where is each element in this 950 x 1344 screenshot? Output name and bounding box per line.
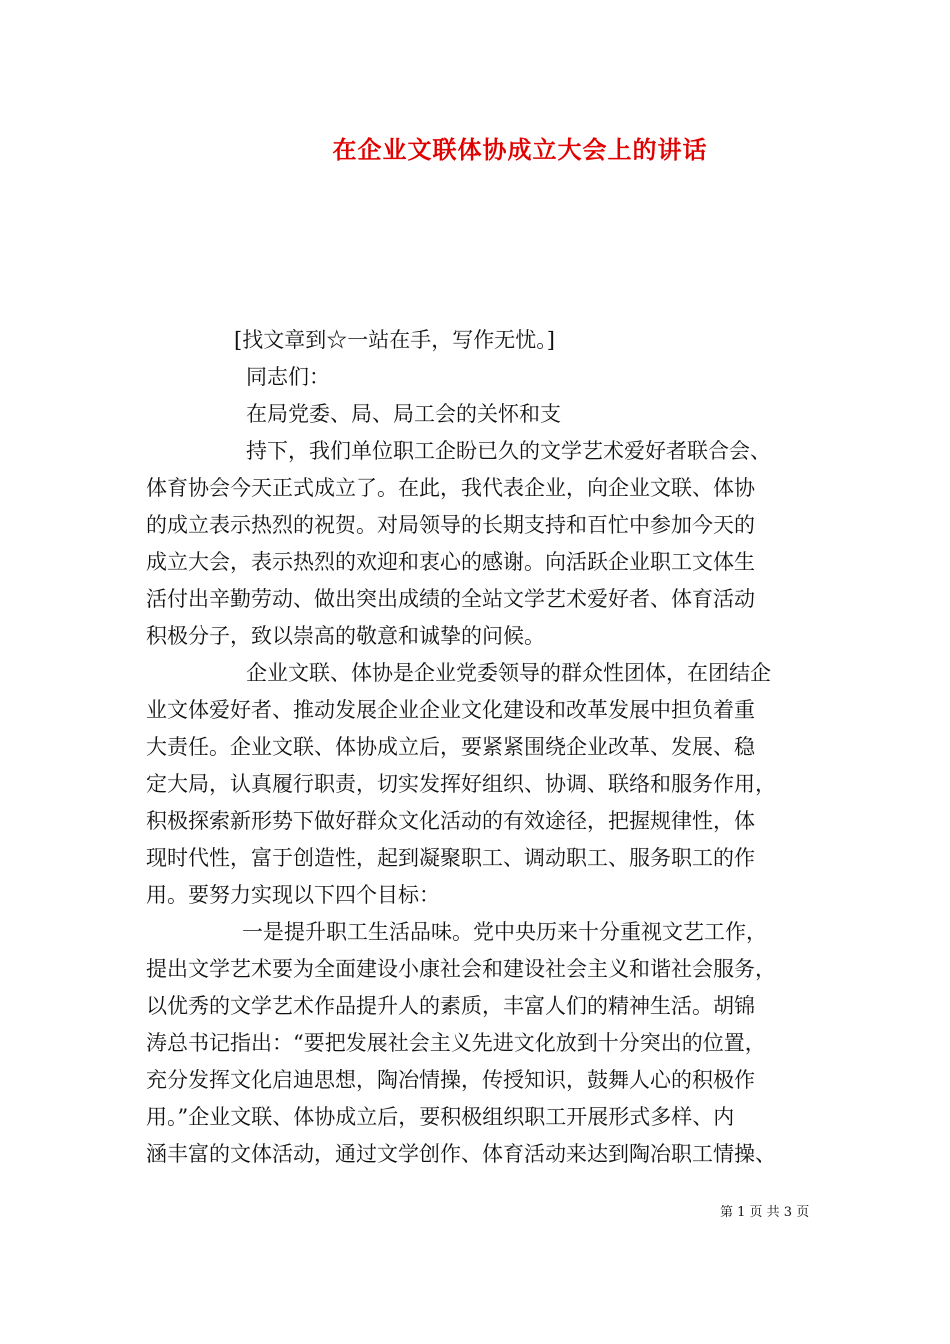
text-line: 用。要努力实现以下四个目标： [146, 883, 440, 907]
text-line: 业文体爱好者、推动发展企业企业文化建设和改革发展中担负着重 [146, 698, 755, 722]
text-line: 积极分子，致以崇高的敬意和诚挚的问候。 [146, 624, 545, 648]
text-line: 一是提升职工生活品味。党中央历来十分重视文艺工作， [242, 920, 767, 944]
page-number: 第 1 页 共 3 页 [720, 1205, 810, 1220]
text-line: 持下，我们单位职工企盼已久的文学艺术爱好者联合会、 [246, 439, 771, 463]
text-line: 提出文学艺术要为全面建设小康社会和建设社会主义和谐社会服务， [146, 957, 776, 981]
document-body [146, 322, 810, 1173]
text-line: 活付出辛勤劳动、做出突出成绩的全站文学艺术爱好者、体育活动 [146, 587, 755, 611]
text-line: 定大局，认真履行职责，切实发挥好组织、协调、联络和服务作用， [146, 772, 776, 796]
text-line: 以优秀的文学艺术作品提升人的素质，丰富人们的精神生活。胡锦 [146, 994, 755, 1018]
text-line: 涵丰富的文体活动，通过文学创作、体育活动来达到陶冶职工情操、 [146, 1142, 776, 1166]
text-line: 的成立表示热烈的祝贺。对局领导的长期支持和百忙中参加今天的 [146, 513, 755, 537]
text-line: 体育协会今天正式成立了。在此，我代表企业，向企业文联、体协 [146, 476, 755, 500]
text-line: 企业文联、体协是企业党委领导的群众性团体，在团结企 [246, 661, 771, 685]
text-line: 大责任。企业文联、体协成立后，要紧紧围绕企业改革、发展、稳 [146, 735, 755, 759]
text-line: 充分发挥文化启迪思想，陶冶情操，传授知识，鼓舞人心的积极作 [146, 1068, 755, 1092]
text-line: 同志们： [246, 365, 330, 389]
text-line: 在局党委、局、局工会的关怀和支 [246, 402, 561, 426]
document-title: 在企业文联体协成立大会上的讲话 [332, 135, 708, 164]
text-line: 涛总书记指出：“要把发展社会主义先进文化放到十分突出的位置， [146, 1031, 766, 1055]
text-line: [找文章到☆一站在手，写作无忧。] [234, 328, 555, 352]
text-line: 成立大会，表示热烈的欢迎和衷心的感谢。向活跃企业职工文体生 [146, 550, 755, 574]
text-line: 用。”企业文联、体协成立后，要积极组织职工开展形式多样、内 [146, 1105, 735, 1129]
text-line: 积极探索新形势下做好群众文化活动的有效途径，把握规律性，体 [146, 809, 755, 833]
text-line: 现时代性，富于创造性，起到凝聚职工、调动职工、服务职工的作 [146, 846, 755, 870]
